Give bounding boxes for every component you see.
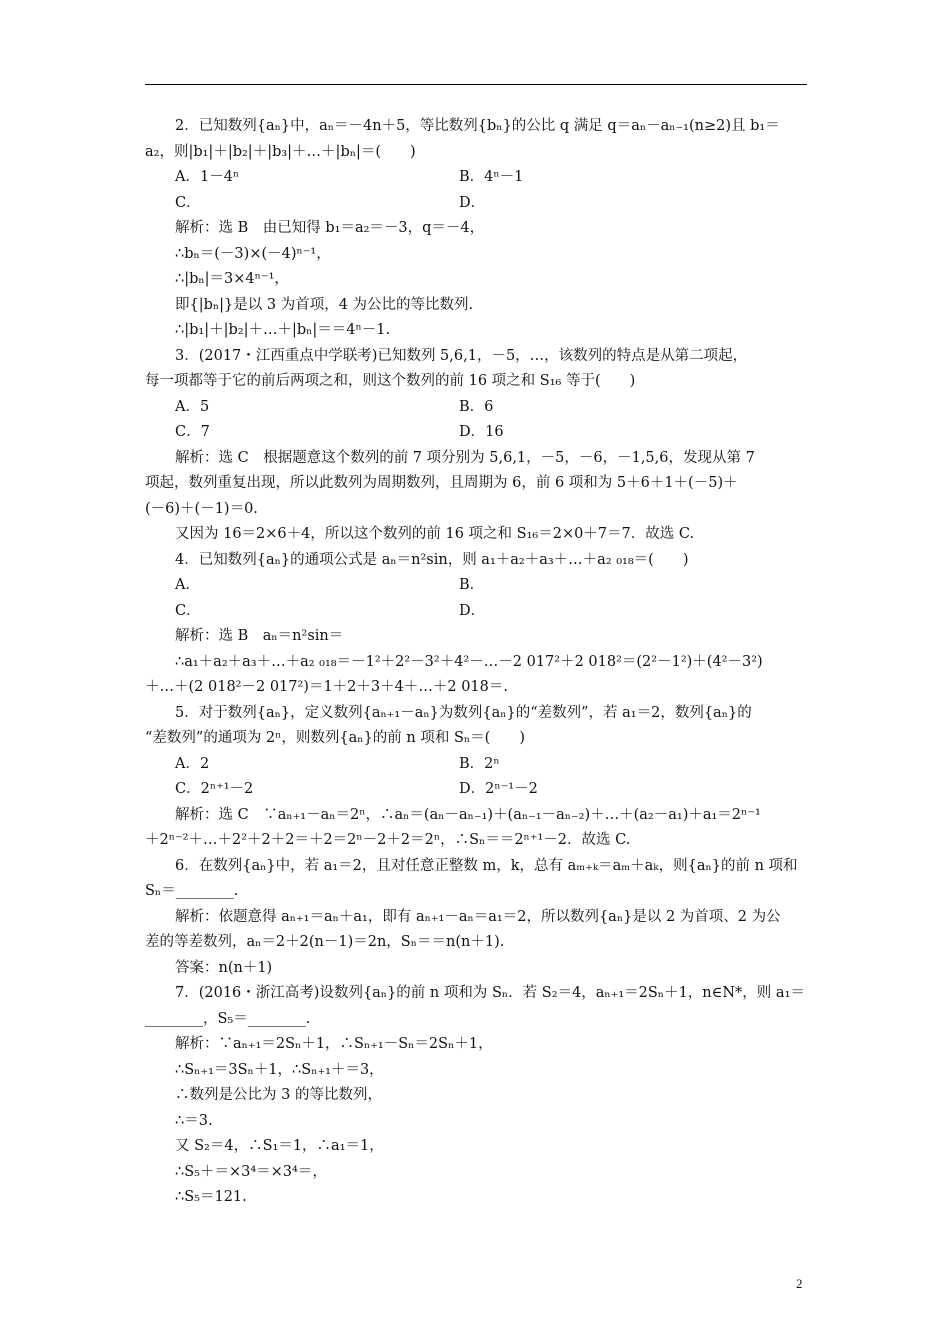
- text-line: ∴Sₙ₊₁＝3Sₙ＋1，∴Sₙ₊₁＋＝3，: [175, 1062, 384, 1078]
- text-line: 差的等差数列，aₙ＝2＋2(n－1)＝2n，Sₙ＝＝n(n＋1).: [145, 934, 505, 950]
- text-line: (－6)＋(－1)＝0.: [145, 501, 258, 517]
- text-line: ∴数列是公比为 3 的等比数列，: [175, 1087, 382, 1103]
- text-line: A．5: [175, 399, 210, 415]
- text-line: ∴S₅＝121.: [175, 1189, 247, 1205]
- text-line: A．: [175, 577, 200, 593]
- text-line: 解析：依题意得 aₙ₊₁＝aₙ＋a₁，即有 aₙ₊₁－aₙ＝a₁＝2，所以数列{aₙ}是以 2 为首项、2 为公: [175, 909, 781, 925]
- text-line: C．2ⁿ⁺¹－2: [175, 781, 254, 797]
- text-line: 4．已知数列{aₙ}的通项公式是 aₙ＝n²sin，则 a₁＋a₂＋a₃＋…＋a₂ ₀₁₈＝( ): [175, 552, 689, 568]
- text-line: 5．对于数列{aₙ}，定义数列{aₙ₊₁－aₙ}为数列{aₙ}的“差数列”，若 a₁＝2，数列{aₙ}的: [175, 705, 752, 721]
- text-line: 项起，数列重复出现，所以此数列为周期数列，且周期为 6，前 6 项和为 5＋6＋1＋(－5)＋: [145, 475, 738, 491]
- text-line: A．1－4ⁿ: [175, 169, 240, 185]
- text-line: C．: [175, 603, 201, 619]
- option-text: B．2ⁿ: [459, 756, 500, 772]
- option-text: B．6: [459, 399, 494, 415]
- text-line: 解析：选 C 根据题意这个数列的前 7 项分别为 5,6,1，－5，－6，－1,5,6，发现从第 7: [175, 450, 755, 466]
- header-rule: [145, 84, 807, 85]
- text-line: ∴|b₁|＋|b₂|＋…＋|bₙ|＝＝4ⁿ－1.: [175, 322, 391, 338]
- text-line: 解析：选 B aₙ＝n²sin＝: [175, 628, 344, 644]
- text-line: ∴＝3.: [175, 1113, 213, 1129]
- text-line: 7．(2016・浙江高考)设数列{aₙ}的前 n 项和为 Sₙ．若 S₂＝4，aₙ₊₁＝2Sₙ＋1，n∈N*，则 a₁＝: [175, 985, 805, 1001]
- text-line: A．2: [175, 756, 210, 772]
- option-text: D．16: [459, 424, 504, 440]
- text-line: 解析：选 C ∵aₙ₊₁－aₙ＝2ⁿ，∴aₙ＝(aₙ－aₙ₋₁)＋(aₙ₋₁－aₙ₋₂)＋…＋(a₂－a₁)＋a₁＝2ⁿ⁻¹: [175, 807, 761, 823]
- text-line: ∴S₅＋＝×3⁴＝×3⁴＝，: [175, 1164, 327, 1180]
- text-line: 解析：选 B 由已知得 b₁＝a₂＝－3，q＝－4，: [175, 220, 485, 236]
- text-line: 即{|bₙ|}是以 3 为首项，4 为公比的等比数列.: [175, 297, 474, 313]
- option-text: D．: [459, 603, 486, 619]
- text-line: ＋…＋(2 018²－2 017²)＝1＋2＋3＋4＋…＋2 018＝.: [145, 679, 508, 695]
- text-line: ∴bₙ＝(－3)×(－4)ⁿ⁻¹，: [175, 246, 331, 262]
- text-line: 解析：∵aₙ₊₁＝2Sₙ＋1，∴Sₙ₊₁－Sₙ＝2Sₙ＋1，: [175, 1036, 493, 1052]
- text-line: 又因为 16＝2×6＋4，所以这个数列的前 16 项之和 S₁₆＝2×0＋7＝7．故选 C.: [175, 526, 695, 542]
- text-line: C．7: [175, 424, 210, 440]
- page-number: 2: [796, 1276, 803, 1291]
- text-line: Sₙ＝________.: [145, 883, 239, 899]
- option-text: B．: [459, 577, 485, 593]
- text-line: 6．在数列{aₙ}中，若 a₁＝2，且对任意正整数 m，k，总有 aₘ₊ₖ＝aₘ＋aₖ，则{aₙ}的前 n 项和: [175, 858, 798, 874]
- text-line: ∴|bₙ|＝3×4ⁿ⁻¹，: [175, 271, 289, 287]
- text-line: ∴a₁＋a₂＋a₃＋…＋a₂ ₀₁₈＝－1²＋2²－3²＋4²－…－2 017²＋2 018²＝(2²－1²)＋(4²－3²): [175, 654, 763, 670]
- text-line: ________，S₅＝________.: [145, 1011, 311, 1027]
- option-text: D．2ⁿ⁻¹－2: [459, 781, 538, 797]
- text-line: 3．(2017・江西重点中学联考)已知数列 5,6,1，－5，…，该数列的特点是从第二项起，: [175, 348, 748, 364]
- text-line: 2．已知数列{aₙ}中，aₙ＝－4n＋5，等比数列{bₙ}的公比 q 满足 q＝aₙ－aₙ₋₁(n≥2)且 b₁＝: [175, 118, 780, 134]
- text-line: 答案：n(n＋1): [175, 960, 273, 976]
- text-line: 每一项都等于它的前后两项之和，则这个数列的前 16 项之和 S₁₆ 等于( ): [145, 373, 636, 389]
- text-line: “差数列”的通项为 2ⁿ，则数列{aₙ}的前 n 项和 Sₙ＝( ): [145, 730, 525, 746]
- option-text: D．: [459, 195, 486, 211]
- text-line: C．: [175, 195, 201, 211]
- text-line: ＋2ⁿ⁻²＋…＋2²＋2＋2＝＋2＝2ⁿ－2＋2＝2ⁿ，∴Sₙ＝＝2ⁿ⁺¹－2．故选 C.: [145, 832, 631, 848]
- text-line: 又 S₂＝4，∴S₁＝1，∴a₁＝1，: [175, 1138, 384, 1154]
- text-line: a₂，则|b₁|＋|b₂|＋|b₃|＋…＋|bₙ|＝( ): [145, 144, 416, 160]
- option-text: B．4ⁿ－1: [459, 169, 524, 185]
